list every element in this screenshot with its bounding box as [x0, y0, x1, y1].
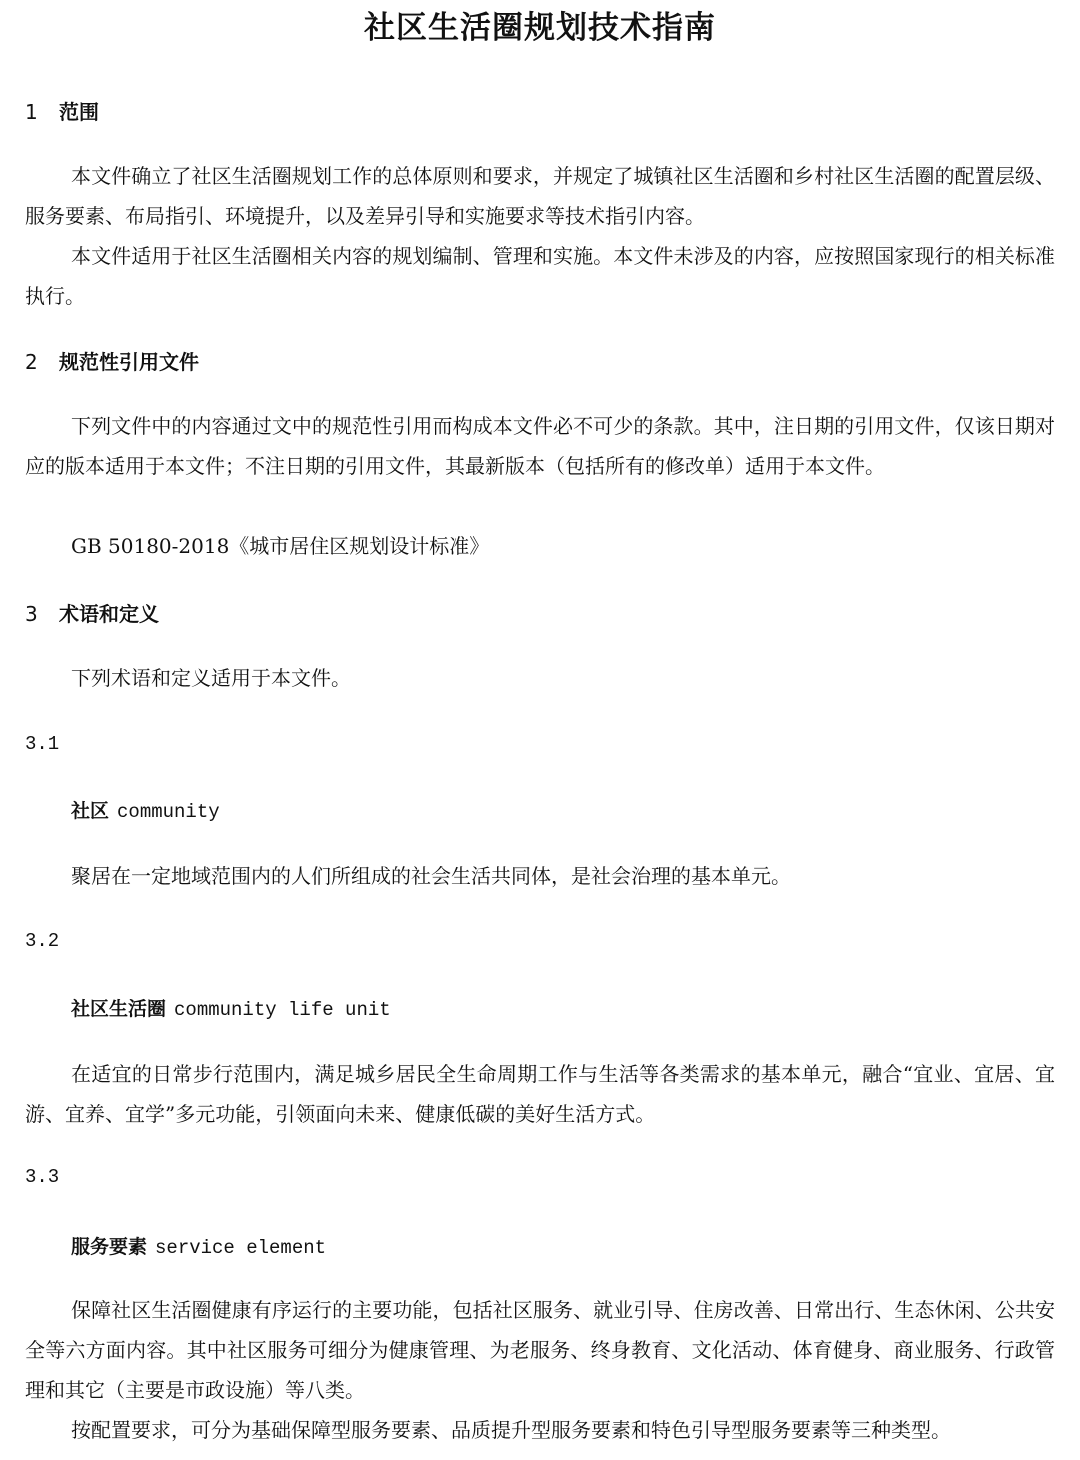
term-definition: 保障社区生活圈健康有序运行的主要功能，包括社区服务、就业引导、住房改善、日常出行、生态休闲、公共安全等六方面内容。其中社区服务可细分为健康管理、为老服务、终身教育、文化活动、体育健身、商业服务、行政管理和其它（主要是市政设施）等八类。 [25, 1298, 1055, 1402]
section-number: 3 [25, 602, 38, 626]
reference-item: GB 50180-2018《城市居住区规划设计标准》 [71, 534, 490, 558]
section-heading-2 [25, 346, 199, 375]
paragraph: 按配置要求，可分为基础保障型服务要素、品质提升型服务要素和特色引导型服务要素等三种类型。 [71, 1418, 951, 1442]
paragraph: 本文件适用于社区生活圈相关内容的规划编制、管理和实施。本文件未涉及的内容，应按照国家现行的相关标准执行。 [25, 244, 1055, 308]
paragraph: 下列术语和定义适用于本文件。 [71, 666, 351, 690]
paragraph: 本文件确立了社区生活圈规划工作的总体原则和要求，并规定了城镇社区生活圈和乡村社区生活圈的配置层级、服务要素、布局指引、环境提升，以及差异引导和实施要求等技术指引内容。 [25, 164, 1055, 228]
section-number: 1 [25, 100, 38, 124]
term-definition: 聚居在一定地域范围内的人们所组成的社会生活共同体，是社会治理的基本单元。 [71, 864, 791, 888]
term-heading [71, 1232, 326, 1259]
section-title: 规范性引用文件 [59, 350, 199, 374]
term-zh: 服务要素 [71, 1236, 148, 1258]
term-zh: 社区生活圈 [71, 998, 167, 1020]
section-number: 2 [25, 350, 38, 374]
document-title: 社区生活圈规划技术指南 [364, 10, 716, 46]
term-en: community [117, 801, 220, 823]
section-title: 术语和定义 [59, 602, 159, 626]
section-heading-1 [25, 96, 99, 125]
term-heading [71, 994, 391, 1021]
term-heading [71, 796, 220, 823]
section-title: 范围 [59, 100, 99, 124]
term-en: service element [155, 1237, 327, 1259]
term-en: community life unit [174, 999, 391, 1021]
term-definition: 在适宜的日常步行范围内，满足城乡居民全生命周期工作与生活等各类需求的基本单元，融合“宜业、宜居、宜游、宜养、宜学”多元功能，引领面向未来、健康低碳的美好生活方式。 [25, 1062, 1055, 1126]
section-heading-3 [25, 598, 159, 627]
term-number: 3.1 [25, 733, 60, 755]
term-number: 3.3 [25, 1166, 60, 1188]
paragraph: 下列文件中的内容通过文中的规范性引用而构成本文件必不可少的条款。其中，注日期的引用文件，仅该日期对应的版本适用于本文件；不注日期的引用文件，其最新版本（包括所有的修改单）适用于本文件。 [25, 414, 1055, 478]
term-number: 3.2 [25, 930, 60, 952]
term-zh: 社区 [71, 800, 110, 822]
